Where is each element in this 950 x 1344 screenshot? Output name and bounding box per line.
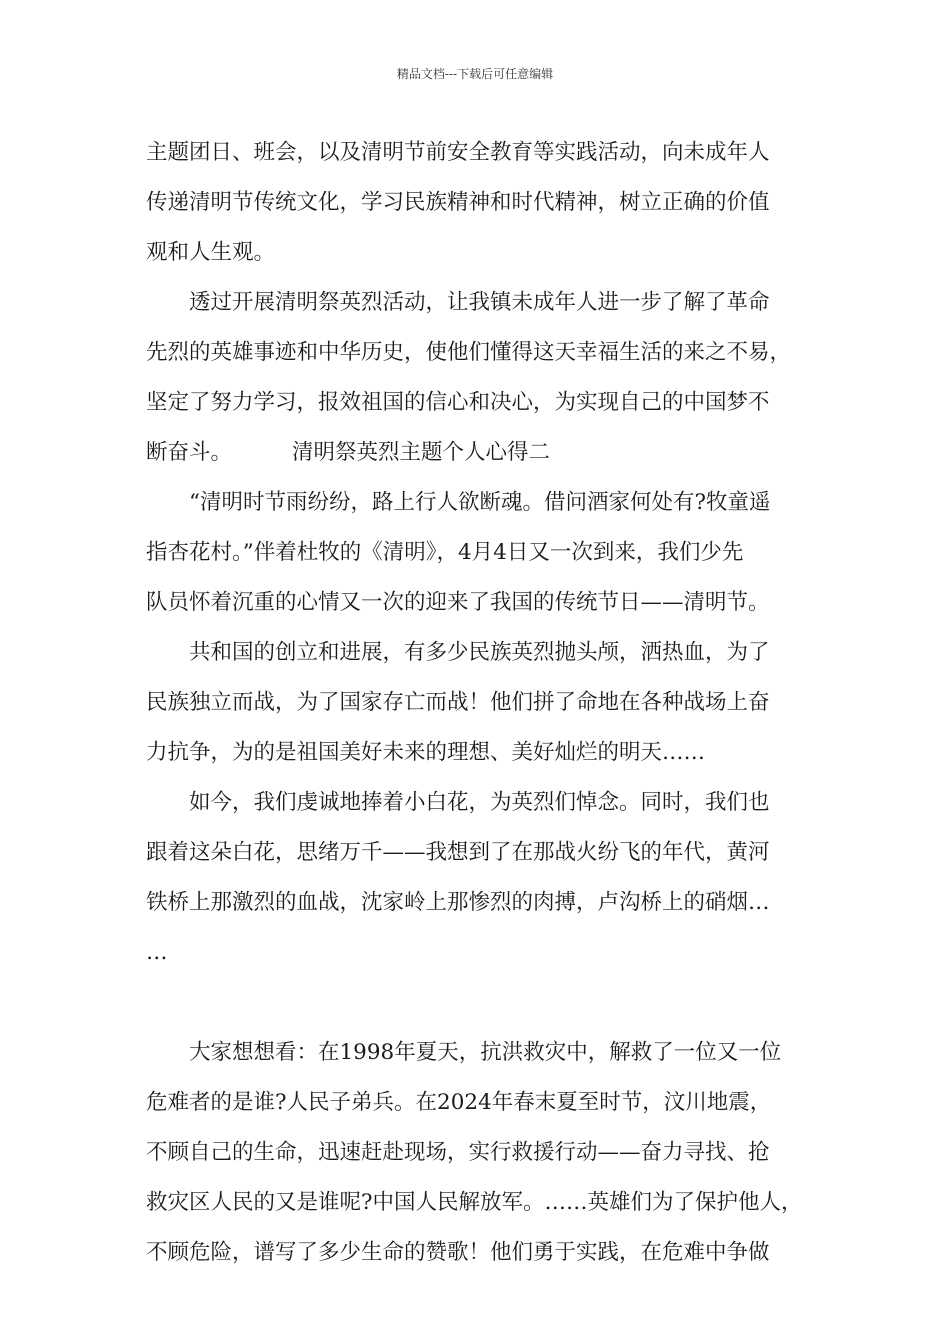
paragraph: [146, 478, 826, 628]
text-line: 不顾危险，谱写了多少生命的赞歌！他们勇于实践，在危难中争做: [146, 1240, 770, 1265]
text-line: 指杏花村。”伴着杜牧的《清明》，4月4日又一次到来，我们少先: [146, 540, 744, 565]
text-line: 跟着这朵白花，思绪万千——我想到了在那战火纷飞的年代，黄河: [146, 840, 770, 865]
paragraph: [146, 128, 826, 278]
text-line: “清明时节雨纷纷，路上行人欲断魂。借问酒家何处有?牧童遥: [189, 490, 771, 515]
text-line: 危难者的是谁?人民子弟兵。在2024年春末夏至时节，汶川地震，: [146, 1090, 772, 1115]
text-line: 共和国的创立和进展，有多少民族英烈抛头颅，洒热血，为了: [189, 640, 770, 665]
text-line: [146, 428, 826, 478]
page-header: 精品文档---下载后可任意编辑: [396, 67, 554, 81]
paragraph: [146, 278, 826, 478]
paragraph: [146, 628, 826, 778]
paragraph-spacer: [146, 978, 826, 1028]
text-line: 不顾自己的生命，迅速赶赴现场，实行救援行动——奋力寻找、抢: [146, 1140, 770, 1165]
document-body: [146, 128, 826, 1278]
text-line: 救灾区人民的又是谁呢?中国人民解放军。……英雄们为了保护他人，: [146, 1190, 803, 1215]
paragraph: [146, 778, 826, 978]
text-line: 民族独立而战，为了国家存亡而战！他们拼了命地在各种战场上奋: [146, 690, 770, 715]
text-line: 大家想想看：在1998年夏天，抗洪救灾中，解救了一位又一位: [189, 1040, 782, 1065]
text-line: 队员怀着沉重的心情又一次的迎来了我国的传统节日——清明节。: [146, 590, 770, 615]
text-line: 如今，我们虔诚地捧着小白花，为英烈们悼念。同时，我们也: [189, 790, 770, 815]
text-line: 传递清明节传统文化，学习民族精神和时代精神，树立正确的价值: [146, 190, 770, 215]
text-line: 主题团日、班会，以及清明节前安全教育等实践活动，向未成年人: [146, 140, 770, 165]
paragraph: [146, 1028, 826, 1278]
text-line: 坚定了努力学习，报效祖国的信心和决心，为实现自己的中国梦不: [146, 390, 770, 415]
text-line: …: [146, 940, 168, 965]
section-title: 清明祭英烈主题个人心得二: [292, 440, 551, 465]
text-fragment: 断奋斗。: [146, 440, 233, 465]
text-line: 透过开展清明祭英烈活动，让我镇未成年人进一步了解了革命: [189, 290, 770, 315]
text-line: 观和人生观。: [146, 240, 276, 265]
text-line: 力抗争，为的是祖国美好未来的理想、美好灿烂的明天……: [146, 740, 706, 765]
text-line: 先烈的英雄事迹和中华历史，使他们懂得这天幸福生活的来之不易，: [146, 340, 792, 365]
text-line: 铁桥上那激烈的血战，沈家岭上那惨烈的肉搏，卢沟桥上的硝烟…: [146, 890, 770, 915]
